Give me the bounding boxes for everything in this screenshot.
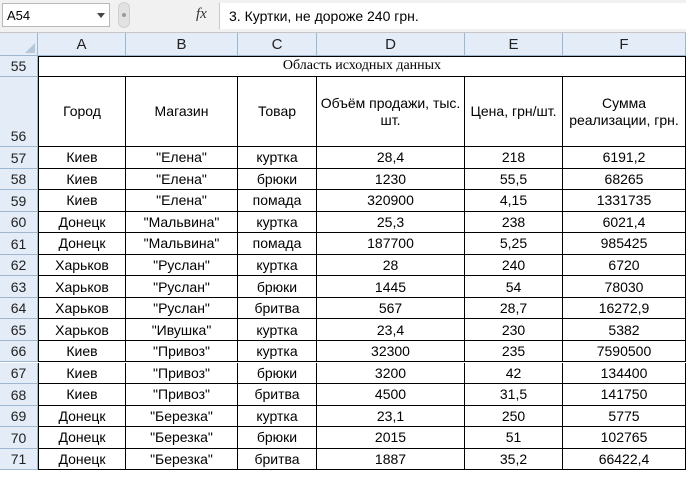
column-title-cell[interactable] (317, 77, 465, 147)
data-cell[interactable]: Донецк (38, 449, 126, 471)
row-header[interactable]: 64 (0, 298, 38, 320)
row-header[interactable]: 57 (0, 147, 38, 169)
data-cell[interactable]: 238 (465, 212, 563, 234)
data-cell[interactable]: брюки (238, 169, 317, 191)
data-cell[interactable]: куртка (238, 406, 317, 428)
row-header[interactable]: 63 (0, 276, 38, 298)
column-title-cell[interactable] (563, 77, 686, 147)
data-cell[interactable]: Донецк (38, 212, 126, 234)
data-cell[interactable]: 4,15 (465, 190, 563, 212)
data-cell[interactable]: куртка (238, 341, 317, 363)
name-box-value: A54 (7, 8, 31, 23)
data-cell[interactable]: "Березка" (126, 406, 238, 428)
data-cell[interactable]: 28,4 (317, 147, 465, 169)
data-cell[interactable]: Харьков (38, 276, 126, 298)
data-cell[interactable]: 16272,9 (563, 298, 686, 320)
data-cell[interactable]: брюки (238, 363, 317, 385)
data-cell[interactable]: 4500 (317, 384, 465, 406)
column-header-a[interactable]: A (38, 33, 126, 56)
data-cell[interactable]: брюки (238, 276, 317, 298)
data-cell[interactable]: бритва (238, 449, 317, 471)
insert-function-icon[interactable]: fx (196, 6, 207, 22)
data-cell[interactable]: куртка (238, 255, 317, 277)
data-cell[interactable]: 55,5 (465, 169, 563, 191)
data-cell[interactable]: 6021,4 (563, 212, 686, 234)
data-cell[interactable]: 1230 (317, 169, 465, 191)
row-header[interactable]: 62 (0, 255, 38, 277)
data-cell[interactable]: помада (238, 233, 317, 255)
data-cell[interactable]: 66422,4 (563, 449, 686, 471)
data-cell[interactable]: 1445 (317, 276, 465, 298)
row-header[interactable]: 59 (0, 190, 38, 212)
column-header-f[interactable]: F (563, 33, 686, 56)
row-header[interactable]: 58 (0, 169, 38, 191)
data-cell[interactable]: Донецк (38, 233, 126, 255)
row-header[interactable]: 71 (0, 449, 38, 471)
row-header[interactable]: 70 (0, 427, 38, 449)
column-title-text: Цена, грн/шт. (470, 103, 557, 120)
data-cell[interactable]: 5,25 (465, 233, 563, 255)
column-title-cell[interactable] (38, 77, 126, 147)
data-cell[interactable]: 42 (465, 363, 563, 385)
column-title-text: Товар (257, 103, 297, 120)
data-cell[interactable]: 1887 (317, 449, 465, 471)
data-cell[interactable]: "Елена" (126, 147, 238, 169)
formula-bar-splitter-handle[interactable] (118, 2, 130, 28)
select-all-button[interactable] (0, 33, 38, 56)
data-cell[interactable]: 51 (465, 427, 563, 449)
data-cell[interactable]: "Елена" (126, 190, 238, 212)
data-cell[interactable]: Харьков (38, 255, 126, 277)
data-cell[interactable]: 187700 (317, 233, 465, 255)
row-header[interactable]: 61 (0, 233, 38, 255)
column-title-cell[interactable] (465, 77, 563, 147)
data-cell[interactable]: 320900 (317, 190, 465, 212)
data-cell[interactable]: Донецк (38, 427, 126, 449)
row-header[interactable]: 67 (0, 363, 38, 385)
data-cell[interactable]: 28 (317, 255, 465, 277)
data-cell[interactable]: "Березка" (126, 449, 238, 471)
formula-bar (0, 0, 686, 33)
data-cell[interactable]: 235 (465, 341, 563, 363)
data-cell[interactable]: "Руслан" (126, 298, 238, 320)
data-cell[interactable]: 54 (465, 276, 563, 298)
data-cell[interactable]: "Ивушка" (126, 319, 238, 341)
data-cell[interactable]: 2015 (317, 427, 465, 449)
data-cell[interactable]: 102765 (563, 427, 686, 449)
row-header[interactable]: 68 (0, 384, 38, 406)
data-cell[interactable]: 1331735 (563, 190, 686, 212)
column-title-text: Город (63, 103, 101, 120)
data-cell[interactable]: 6720 (563, 255, 686, 277)
data-cell[interactable]: помада (238, 190, 317, 212)
data-cell[interactable]: 23,4 (317, 319, 465, 341)
data-cell[interactable]: Киев (38, 169, 126, 191)
data-cell[interactable]: 230 (465, 319, 563, 341)
data-cell[interactable]: 985425 (563, 233, 686, 255)
row-header[interactable]: 69 (0, 406, 38, 428)
data-cell[interactable]: 35,2 (465, 449, 563, 471)
data-cell[interactable]: 28,7 (465, 298, 563, 320)
data-cell[interactable]: "Привоз" (126, 341, 238, 363)
data-cell[interactable]: "Березка" (126, 427, 238, 449)
data-cell[interactable]: "Елена" (126, 169, 238, 191)
data-cell[interactable]: куртка (238, 147, 317, 169)
column-title-cell[interactable] (126, 77, 238, 147)
row-header[interactable]: 55 (0, 56, 38, 77)
column-header-e[interactable]: E (465, 33, 563, 56)
data-cell[interactable]: Киев (38, 341, 126, 363)
data-cell[interactable]: Харьков (38, 298, 126, 320)
data-cell[interactable]: 23,1 (317, 406, 465, 428)
data-cell[interactable]: 218 (465, 147, 563, 169)
data-cell[interactable]: "Руслан" (126, 276, 238, 298)
name-box[interactable] (2, 3, 110, 27)
data-cell[interactable]: 68265 (563, 169, 686, 191)
column-title-text: Объём продажи, тыс. шт. (320, 95, 461, 128)
data-cell[interactable]: 567 (317, 298, 465, 320)
data-cell[interactable]: 6191,2 (563, 147, 686, 169)
data-cell[interactable]: 240 (465, 255, 563, 277)
column-title-text: Сумма реализации, грн. (569, 95, 679, 128)
data-cell[interactable]: 32300 (317, 341, 465, 363)
row-header[interactable]: 66 (0, 341, 38, 363)
data-cell[interactable]: 5775 (563, 406, 686, 428)
data-cell[interactable]: Киев (38, 147, 126, 169)
data-cell[interactable]: "Руслан" (126, 255, 238, 277)
data-cell[interactable]: Киев (38, 384, 126, 406)
data-cell[interactable]: куртка (238, 212, 317, 234)
data-cell[interactable]: "Мальвина" (126, 233, 238, 255)
column-title-cell[interactable] (238, 77, 317, 147)
data-cell[interactable]: 78030 (563, 276, 686, 298)
column-title-text: Магазин (154, 103, 209, 120)
data-cell[interactable]: бритва (238, 298, 317, 320)
data-cell[interactable]: бритва (238, 384, 317, 406)
row-header[interactable]: 60 (0, 212, 38, 234)
data-cell[interactable]: 250 (465, 406, 563, 428)
data-cell[interactable]: Донецк (38, 406, 126, 428)
data-cell[interactable]: 3200 (317, 363, 465, 385)
column-header-c[interactable]: C (238, 33, 317, 56)
data-cell[interactable]: куртка (238, 319, 317, 341)
data-cell[interactable]: 7590500 (563, 341, 686, 363)
data-cell[interactable]: Харьков (38, 319, 126, 341)
data-cell[interactable]: брюки (238, 427, 317, 449)
data-cell[interactable]: Киев (38, 190, 126, 212)
chevron-down-icon[interactable] (97, 13, 105, 18)
table-title-cell[interactable]: Область исходных данных (38, 56, 686, 77)
data-cell[interactable]: 25,3 (317, 212, 465, 234)
data-cell[interactable]: 134400 (563, 363, 686, 385)
data-cell[interactable]: 141750 (563, 384, 686, 406)
formula-text: 3. Куртки, не дороже 240 грн. (229, 8, 419, 24)
row-header[interactable]: 56 (0, 77, 38, 147)
column-header-b[interactable]: B (126, 33, 238, 56)
data-cell[interactable]: "Привоз" (126, 363, 238, 385)
formula-input[interactable] (220, 3, 686, 29)
data-cell[interactable]: 5382 (563, 319, 686, 341)
data-cell[interactable]: 31,5 (465, 384, 563, 406)
row-header[interactable]: 65 (0, 319, 38, 341)
column-header-d[interactable]: D (317, 33, 465, 56)
data-cell[interactable]: Киев (38, 363, 126, 385)
data-cell[interactable]: "Привоз" (126, 384, 238, 406)
data-cell[interactable]: "Мальвина" (126, 212, 238, 234)
